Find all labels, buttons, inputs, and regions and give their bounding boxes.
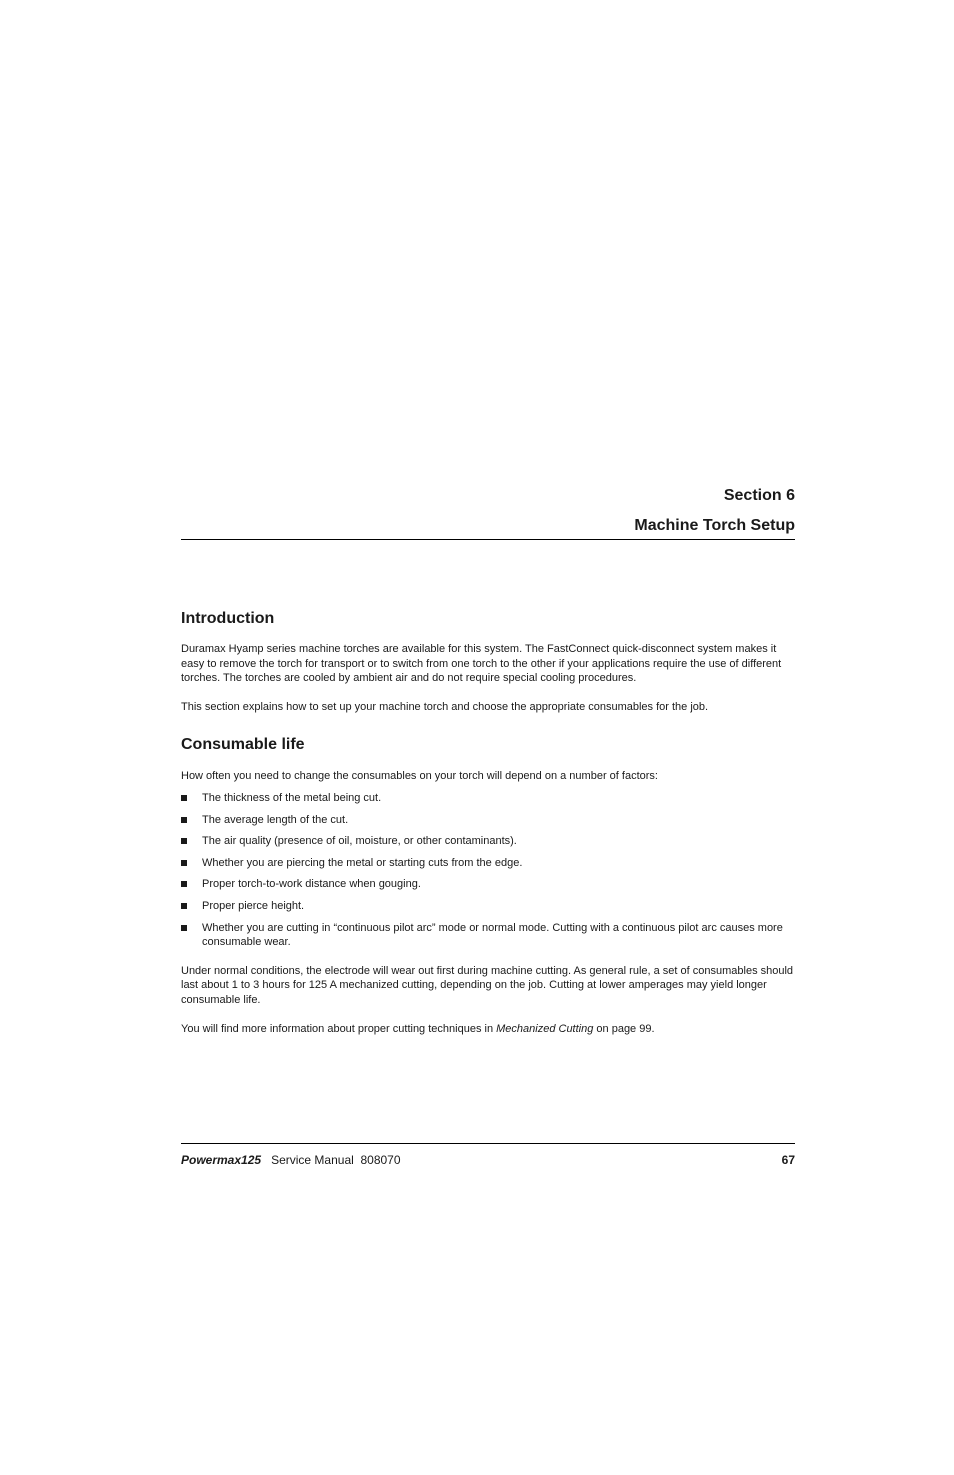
square-bullet-icon <box>181 795 187 801</box>
square-bullet-icon <box>181 817 187 823</box>
list-item: Proper torch-to-work distance when gouging. <box>181 877 795 892</box>
footer-manual: Service Manual 808070 <box>271 1153 401 1167</box>
list-item: The thickness of the metal being cut. <box>181 791 795 806</box>
consumable-life-lead: How often you need to change the consumables on your torch will depend on a number of factors: <box>181 770 658 783</box>
page-content <box>181 609 795 1036</box>
page-number: 67 <box>781 1153 795 1167</box>
list-item: The air quality (presence of oil, moisture, or other contaminants). <box>181 834 795 849</box>
list-item: Proper pierce height. <box>181 899 795 914</box>
square-bullet-icon <box>181 860 187 866</box>
consumable-life-heading: Consumable life <box>181 736 305 754</box>
section-title: Machine Torch Setup <box>634 517 795 534</box>
introduction-paragraph-1: Duramax Hyamp series machine torches are available for this system. The FastConnect quick-disconnect system makes it easy to remove the torch for transport or to switch from one torch to the other if your applications require the use of different torches. The torches are cooled by ambient air and do not require special cooling procedures. <box>181 643 782 685</box>
mechanized-cutting-reference[interactable]: Mechanized Cutting <box>496 1022 594 1035</box>
square-bullet-icon <box>181 881 187 887</box>
consumable-life-paragraph: Under normal conditions, the electrode will wear out first during machine cutting. As general rule, a set of consumables should last about 1 to 3 hours for 125 A mechanized cutting, depending on the job. Cutting at lower amperages may yield longer consumable life. <box>181 964 794 1006</box>
factor-list <box>181 791 795 950</box>
header-rule <box>181 539 795 540</box>
list-item: The average length of the cut. <box>181 813 795 828</box>
section-header <box>181 486 795 536</box>
section-number: Section 6 <box>723 487 795 504</box>
list-item: Whether you are piercing the metal or starting cuts from the edge. <box>181 856 795 871</box>
page-footer <box>181 1152 795 1168</box>
square-bullet-icon <box>181 838 187 844</box>
footer-rule <box>181 1143 795 1144</box>
square-bullet-icon <box>181 925 187 931</box>
introduction-heading: Introduction <box>181 610 275 627</box>
square-bullet-icon <box>181 903 187 909</box>
list-item: Whether you are cutting in “continuous pilot arc” mode or normal mode. Cutting with a continuous pilot arc causes more consumable wear. <box>181 921 795 950</box>
more-info-paragraph: You will find more information about proper cutting techniques in Mechanized Cutting on page 99. <box>181 1022 655 1035</box>
footer-brand: Powermax125 <box>181 1153 262 1167</box>
introduction-paragraph-2: This section explains how to set up your machine torch and choose the appropriate consumables for the job. <box>181 700 709 713</box>
